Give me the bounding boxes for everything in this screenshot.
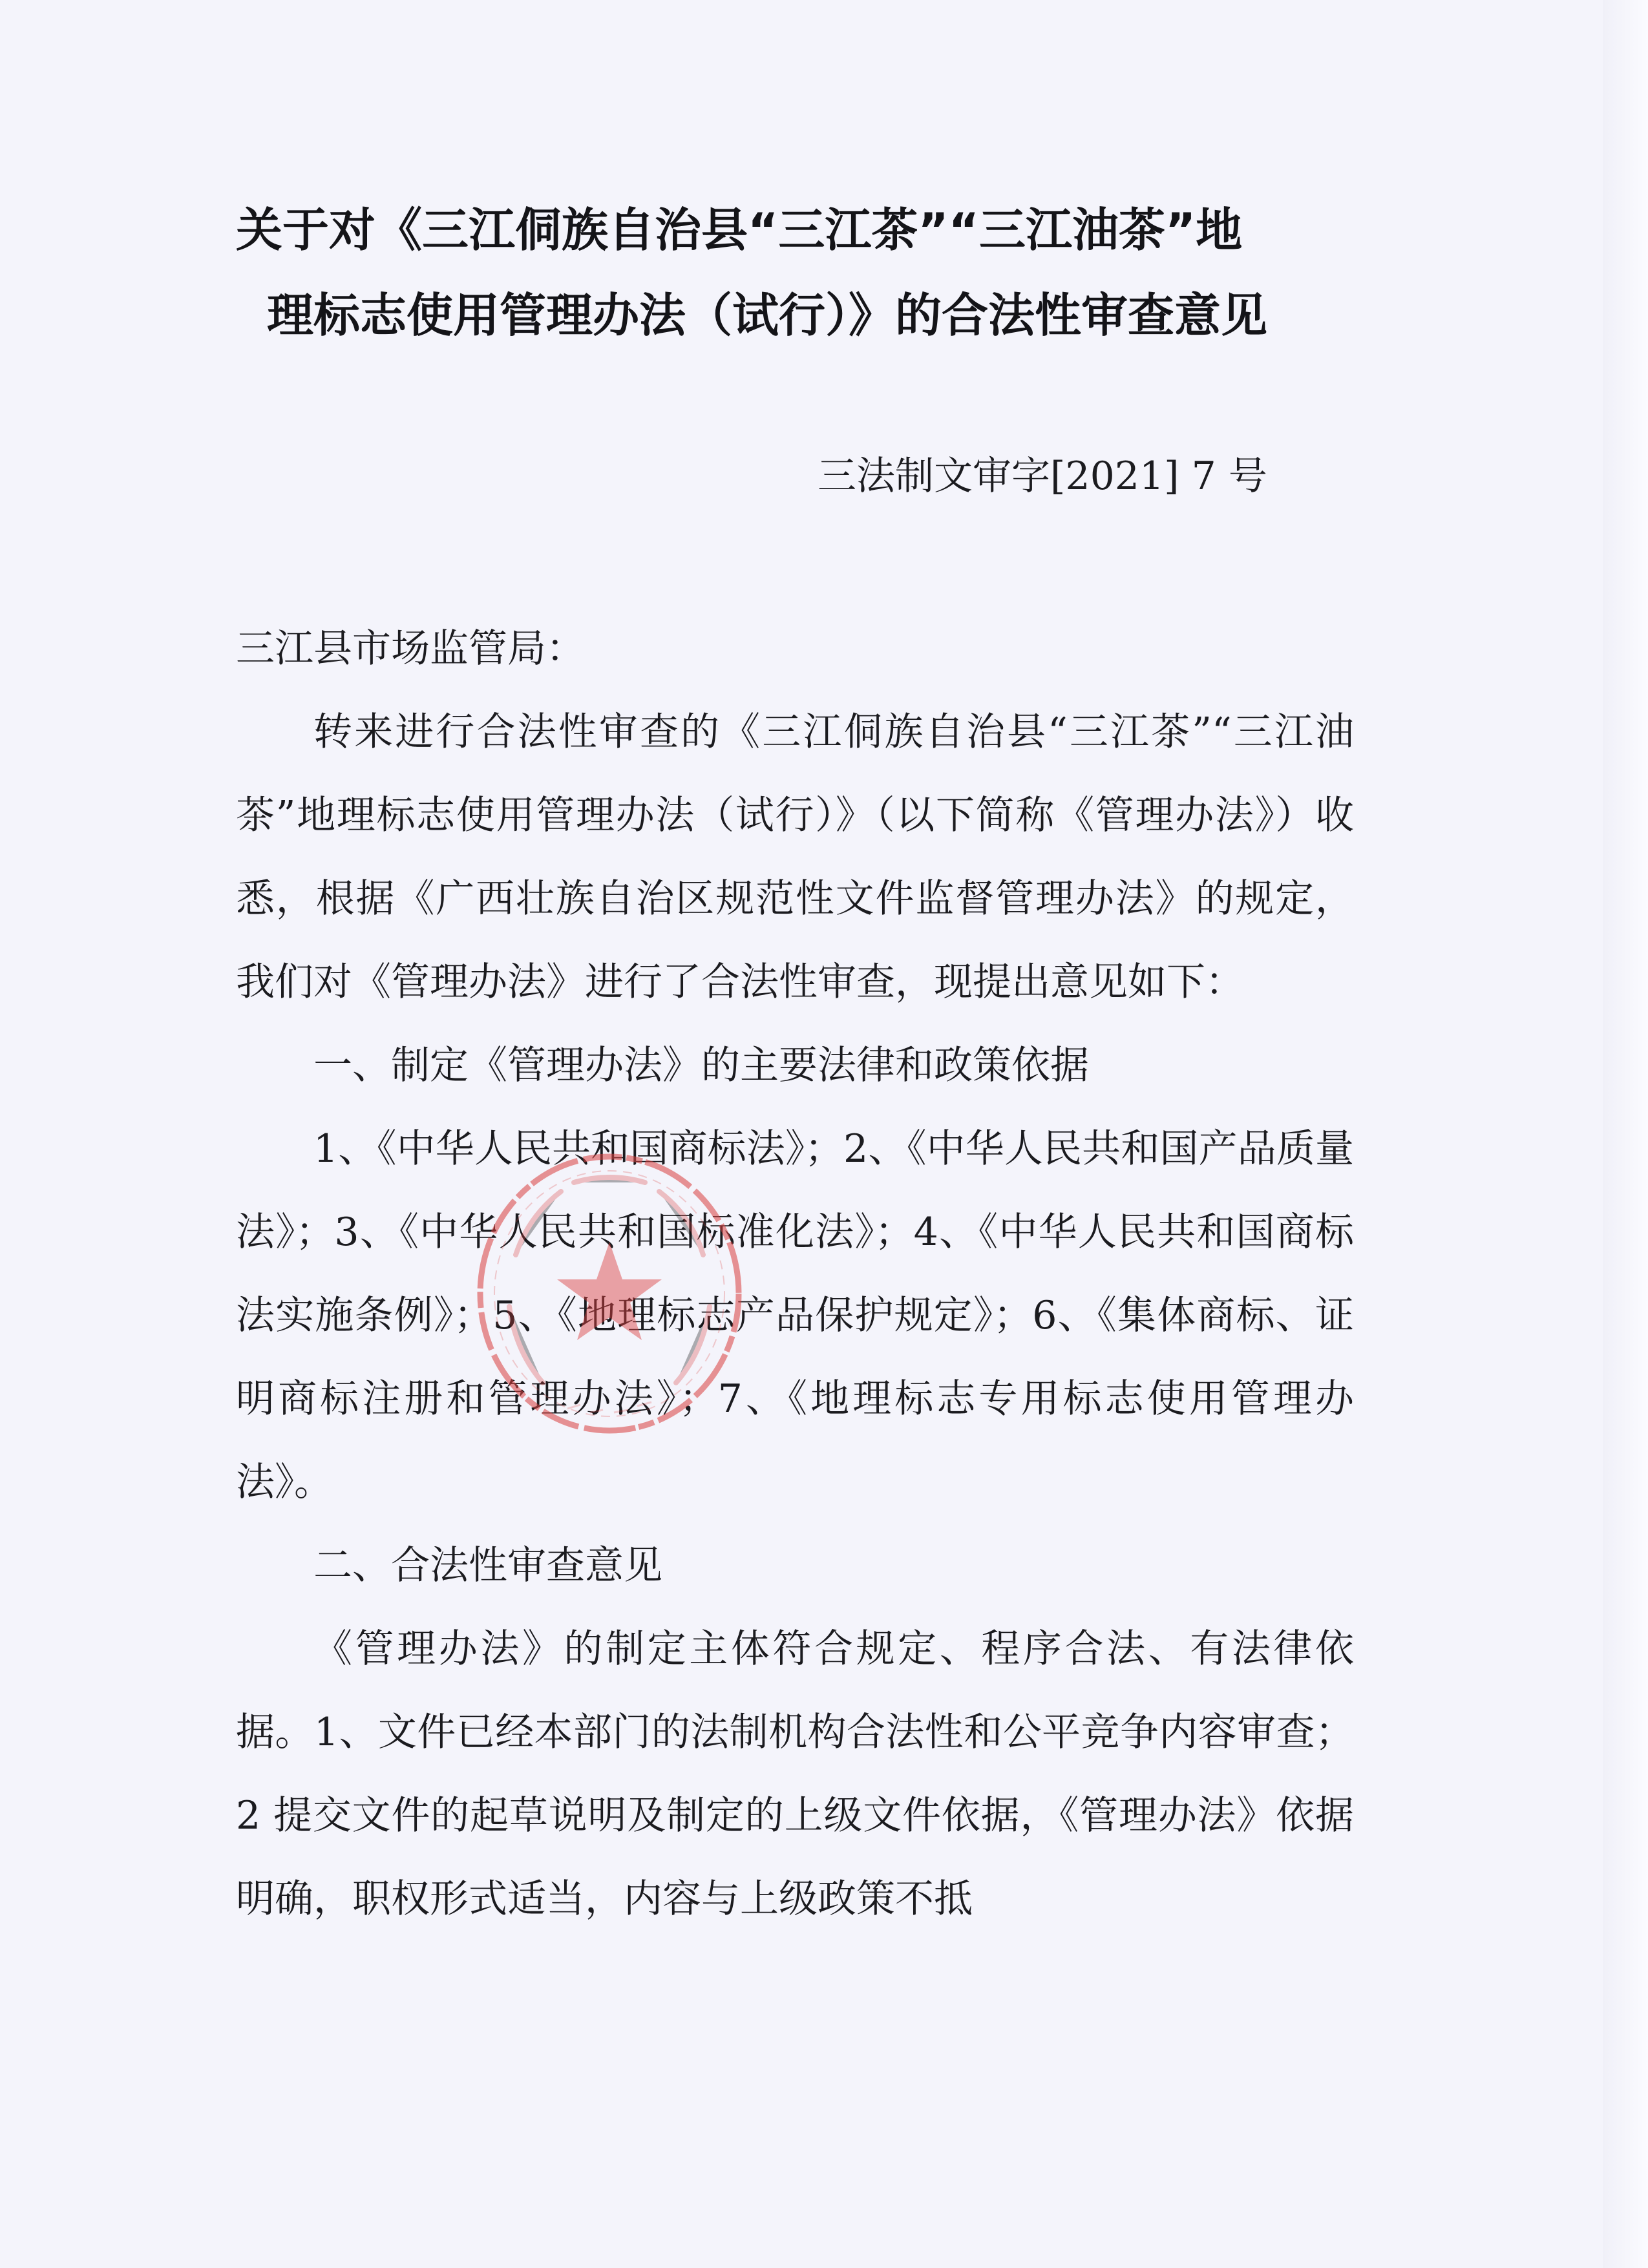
seal-star-icon xyxy=(557,1242,662,1340)
section-heading-basis: 一、制定《管理办法》的主要法律和政策依据 xyxy=(313,1043,1089,1088)
scan-edge xyxy=(1603,0,1648,2268)
document-number: 三法制文审字[2021] 7 号 xyxy=(818,454,1267,499)
section-heading-opinion: 二、合法性审查意见 xyxy=(313,1543,662,1588)
document-title xyxy=(236,187,1386,358)
paragraph-opinion: 《管理办法》的制定主体符合规定、程序合法、有法律依据。1、文件已经本部门的法制机构合法性和公平竞争内容审查；2 提交文件的起草说明及制定的上级文件依据，《管理办法》依据明确，职权形式适当，内容与上级政策不抵 xyxy=(236,1626,1354,1922)
paragraph-legal-basis: 1、《中华人民共和国商标法》；2、《中华人民共和国产品质量法》；3、《中华人民共和国标准化法》；4、《中华人民共和国商标法实施条例》；5、《地理标志产品保护规定》；6、《集体商标、证明商标注册和管理办法》；7、《地理标志专用标志使用管理办法》。 xyxy=(236,1126,1354,1505)
paragraph-intro: 转来进行合法性审查的《三江侗族自治县“三江茶”“三江油茶”地理标志使用管理办法（试行）》（以下简称《管理办法》）收悉，根据《广西壮族自治区规范性文件监督管理办法》的规定，我们对《管理办法》进行了合法性审查，现提出意见如下： xyxy=(236,709,1354,1005)
title-line-2: 理标志使用管理办法（试行）》的合法性审查意见 xyxy=(267,288,1268,342)
recipient-line: 三江县市场监管局： xyxy=(236,626,585,671)
document-body xyxy=(236,607,1354,1941)
title-line-1: 关于对《三江侗族自治县“三江茶”“三江油茶”地 xyxy=(236,203,1243,257)
official-seal-stamp xyxy=(470,1145,748,1442)
